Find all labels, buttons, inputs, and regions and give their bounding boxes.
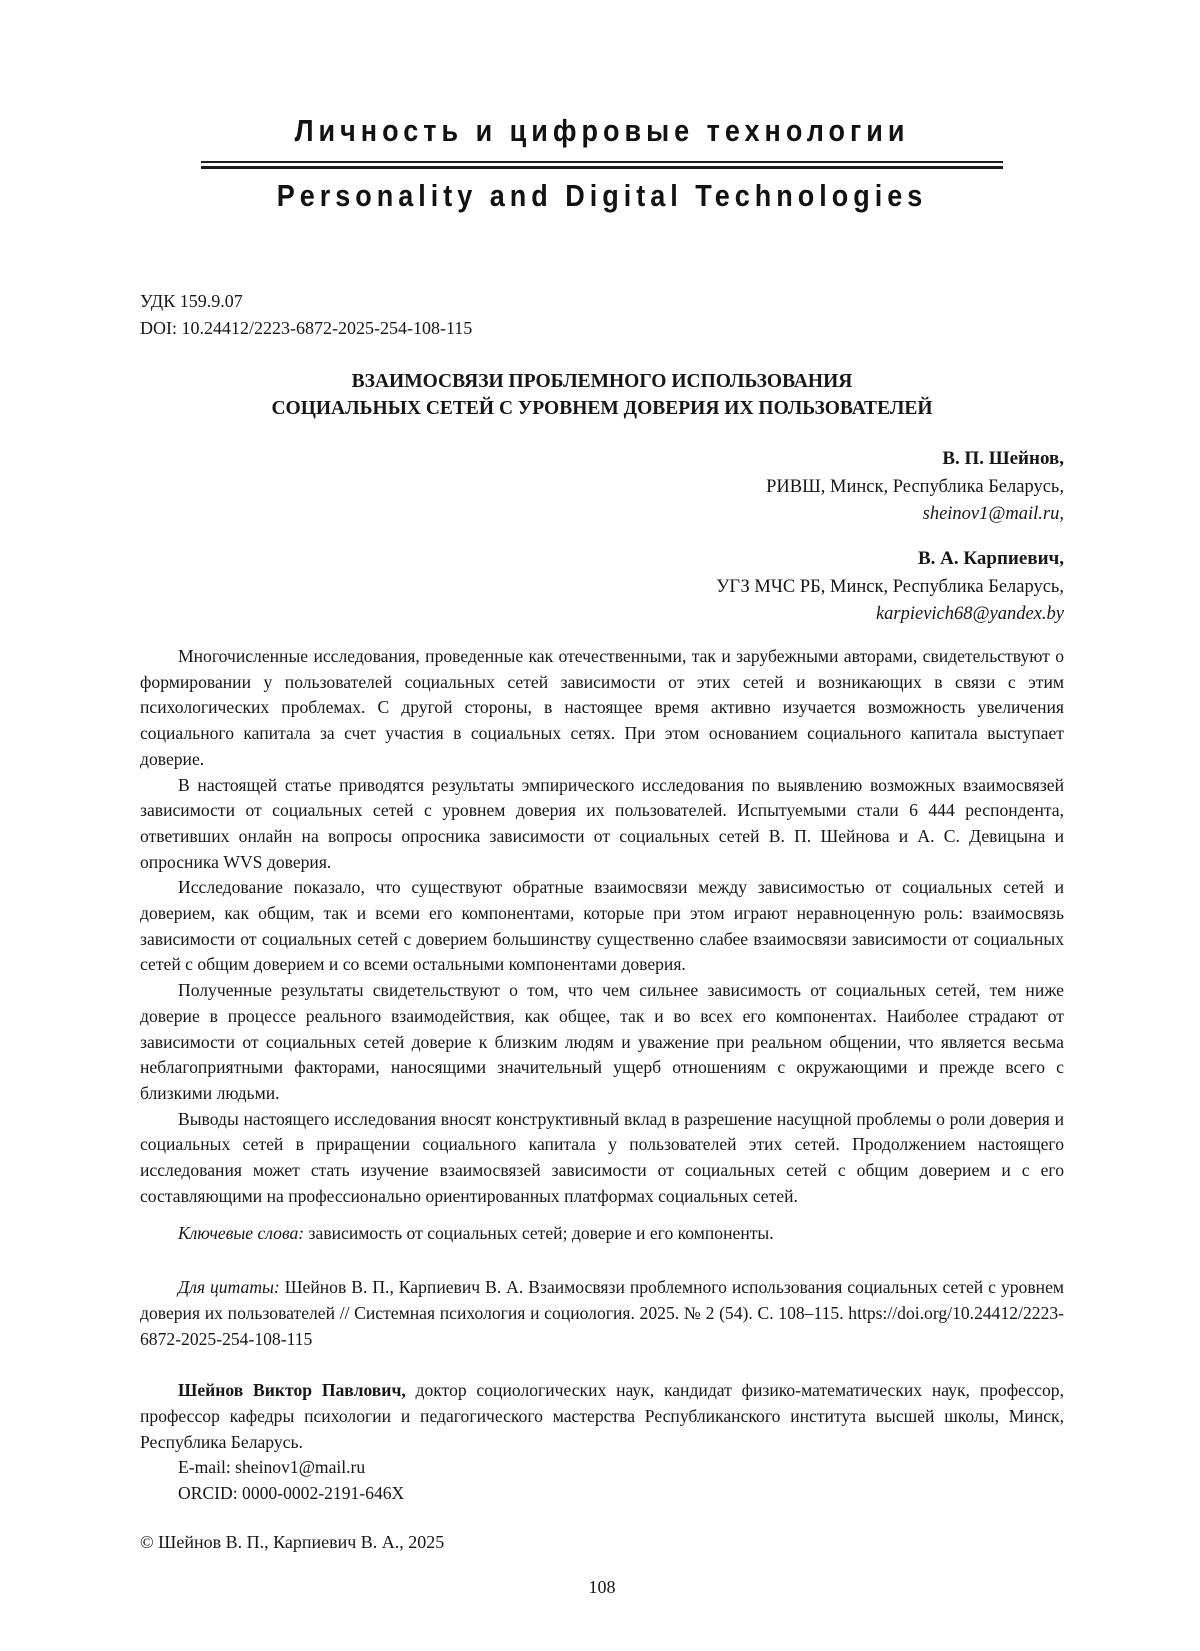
journal-title-ru: Личность и цифровые технологии	[294, 114, 910, 148]
author-1-name: В. П. Шейнов,	[942, 448, 1064, 469]
authors-block	[140, 444, 1064, 628]
bio-orcid-line: ORCID: 0000-0002-2191-646X	[178, 1483, 405, 1504]
doi-line: DOI: 10.24412/2223-6872-2025-254-108-115	[140, 318, 473, 338]
abstract-paragraph: Многочисленные исследования, проведенные как отечественными, так и зарубежными авторами, свидетельствуют о формировании у пользователей социальных сетей зависимости от этих сетей и возникающих в связи с этим психологических проблемах. С другой стороны, в настоящее время активно изучается возможность увеличения социального капитала за счет участия в социальных сетях. При этом основанием социального капитала выступает доверие.	[140, 646, 1064, 769]
abstract	[140, 644, 1064, 1247]
citation-paragraph	[140, 1275, 1064, 1352]
journal-header	[140, 116, 1064, 212]
keywords-text: зависимость от социальных сетей; доверие и его компоненты.	[304, 1223, 774, 1244]
keywords-label: Ключевые слова:	[178, 1223, 305, 1244]
abstract-paragraph: Исследование показало, что существуют обратные взаимосвязи между зависимостью от социальных сетей и доверием, как общим, так и всеми его компонентами, которые при этом играют неравноценную роль: взаимосвязь зависимости от социальных сетей с доверием большинству существенно слабее взаимосвязи зависимости от социальных сетей с общим доверием и со всеми остальными компонентами доверия.	[140, 877, 1064, 975]
author-1-email: sheinov1@mail.ru,	[922, 504, 1064, 524]
abstract-paragraph: Полученные результаты свидетельствуют о том, что чем сильнее зависимость от социальных сетей, тем ниже доверие в процессе реального взаимодействия, как общее, так и во всех его компонентах. Наиболее страдают от зависимости от социальных сетей доверие к близким людям и уважение при реальном общении, что является весьма неблагоприятными факторами, наносящими значительный ущерб отношениям с окружающими и прежде всего с близкими людьми.	[140, 980, 1064, 1103]
header-divider	[201, 161, 1003, 169]
author-2-affiliation: УГЗ МЧС РБ, Минск, Республика Беларусь,	[716, 577, 1064, 597]
keywords-line	[140, 1221, 1064, 1247]
abstract-paragraph: Выводы настоящего исследования вносят конструктивный вклад в разрешение насущной проблемы о роли доверия и социальных сетей в приращении социального капитала у пользователей этих сетей. Продолжением настоящего исследования может стать изучение взаимосвязей зависимости от социальных сетей с общим доверием и с его составляющими на профессионально ориентированных платформах социальных сетей.	[140, 1108, 1064, 1206]
abstract-paragraph: В настоящей статье приводятся результаты эмпирического исследования по выявлению возможных взаимосвязей зависимости от социальных сетей с уровнем доверия их пользователей. Испытуемыми стали 6 444 респондента, ответивших онлайн на вопросы опросника зависимости от социальных сетей В. П. Шейнова и А. С. Девицына и опросника WVS доверия.	[140, 774, 1064, 872]
article-title-line-2: СОЦИАЛЬНЫХ СЕТЕЙ С УРОВНЕМ ДОВЕРИЯ ИХ ПОЛЬЗОВАТЕЛЕЙ	[271, 398, 933, 419]
article-title	[140, 368, 1064, 422]
citation-label: Для цитаты:	[178, 1277, 280, 1298]
author-1-affiliation: РИВШ, Минск, Республика Беларусь,	[766, 477, 1064, 497]
udc-line: УДК 159.9.07	[140, 291, 243, 311]
bio-text: доктор социологических наук, кандидат физико-математических наук, профессор, профессор кафедры психологии и педагогического мастерства Республиканского института высшей школы, Минск, Республика Беларусь.	[140, 1380, 1064, 1452]
bio-author-name: Шейнов Виктор Павлович,	[178, 1380, 406, 1401]
citation-text: Шейнов В. П., Карпиевич В. А. Взаимосвязи проблемного использования социальных сетей с уровнем доверия их пользователей // Системная психология и социология. 2025. № 2 (54). С. 108–115. https://doi.org/10.24412/2223-6872-2025-254-108-115	[140, 1277, 1065, 1349]
bio-email-line: E-mail: sheinov1@mail.ru	[178, 1457, 366, 1478]
copyright-note: © Шейнов В. П., Карпиевич В. А., 2025	[140, 1531, 445, 1552]
author-2-email: karpievich68@yandex.by	[875, 604, 1064, 624]
article-meta	[140, 288, 1064, 342]
author-bio	[140, 1378, 1064, 1507]
bio-paragraph	[140, 1378, 1064, 1455]
journal-title-en: Personality and Digital Technologies	[276, 179, 928, 213]
author-1	[140, 444, 1064, 528]
page-number: 108	[588, 1576, 616, 1597]
author-2	[140, 544, 1064, 628]
author-2-name: В. А. Карпиевич,	[918, 548, 1064, 569]
article-title-line-1: ВЗАИМОСВЯЗИ ПРОБЛЕМНОГО ИСПОЛЬЗОВАНИЯ	[351, 371, 853, 392]
